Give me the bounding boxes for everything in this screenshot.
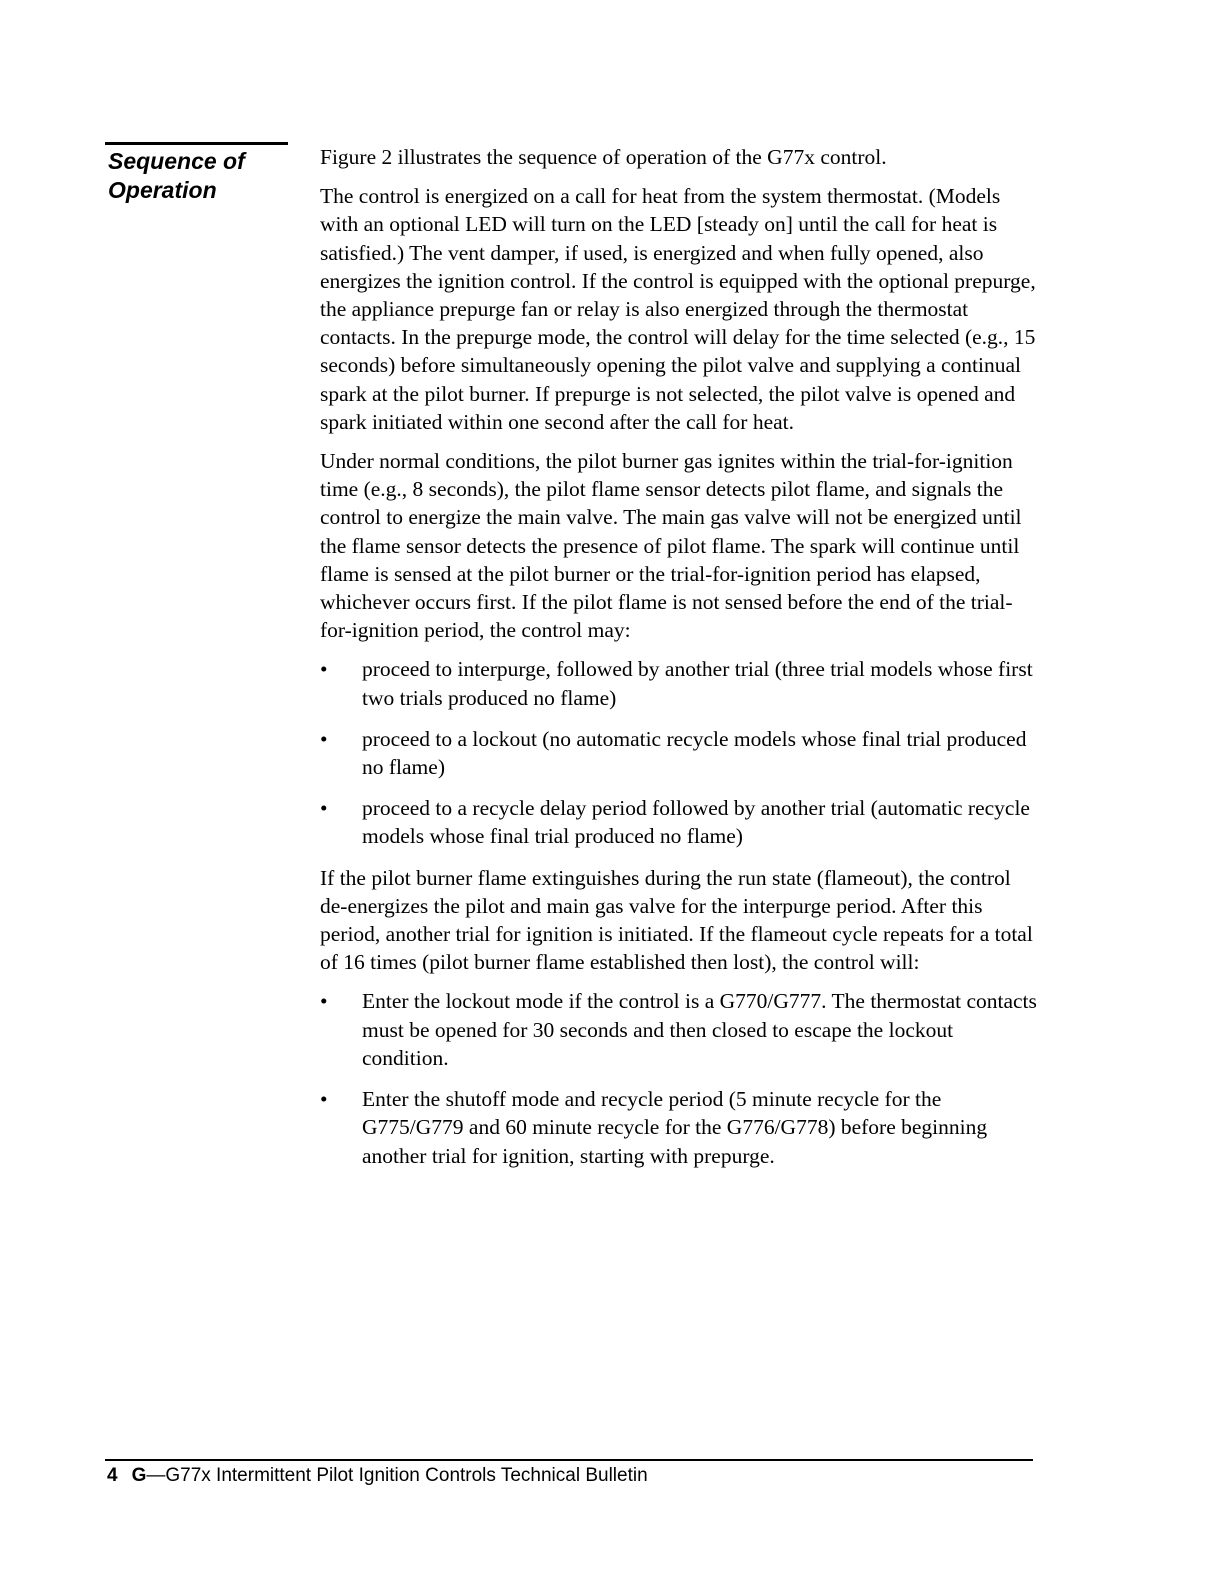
section-heading-line2: Operation [108,177,217,203]
list-item [320,655,1040,711]
page-footer [107,1464,648,1488]
list-item [320,1085,1040,1170]
bullet-icon: • [320,989,328,1014]
list-item-text: proceed to a lockout (no automatic recycle models whose final trial produced no flame) [362,726,1027,780]
section-heading [108,147,298,205]
bullet-icon: • [320,1087,328,1112]
list-item-text: Enter the lockout mode if the control is a G770/G777. The thermostat contacts must be opened for 30 seconds and then closed to escape the lockout condition. [362,989,1037,1070]
bullet-icon: • [320,657,328,682]
section-heading-line1: Sequence of [108,148,245,174]
sidebar-rule [105,142,288,145]
list-item [320,725,1040,781]
flameout-paragraph: If the pilot burner flame extinguishes during the run state (flameout), the control de-energizes the pilot and main gas valve for the interpurge period. After this period, another trial for ignition is initiated. If the flameout cycle repeats for a total of 16 times (pilot burner flame established then lost), the control will: [320,865,1033,975]
energize-paragraph: The control is energized on a call for heat from the system thermostat. (Models with an optional LED will turn on the LED [steady on] until the call for heat is satisfied.) The vent damper, if used, is energized and when fully opened, also energizes the ignition control. If the control is equipped with the optional prepurge, the appliance prepurge fan or relay is also energized through the thermostat contacts. In the prepurge mode, the control will delay for the time selected (e.g., 15 seconds) before simultaneously opening the pilot valve and supplying a continual spark at the pilot burner. If prepurge is not selected, the pilot valve is opened and spark initiated within one second after the call for heat. [320,184,1036,434]
normal-conditions-paragraph: Under normal conditions, the pilot burner gas ignites within the trial-for-ignition time (e.g., 8 seconds), the pilot flame sensor detects pilot flame, and signals the control to energize the main valve. The main gas valve will not be energized until the flame sensor detects the presence of pilot flame. The spark will continue until flame is sensed at the pilot burner or the trial-for-ignition period has elapsed, whichever occurs first. If the pilot flame is not sensed before the end of the trial-for-ignition period, the control may: [320,449,1022,643]
footer-brand: G [131,1465,147,1486]
failed-ignition-list [320,655,1040,850]
bullet-icon: • [320,796,328,821]
flameout-list [320,987,1040,1169]
list-item-text: proceed to a recycle delay period followed by another trial (automatic recycle models whose final trial produced no flame) [362,796,1030,849]
bullet-icon: • [320,726,328,751]
footer-title: —G77x Intermittent Pilot Ignition Controls Technical Bulletin [146,1465,648,1486]
footer-rule [105,1459,1033,1461]
main-content [320,143,1040,1183]
page-number: 4 [107,1465,118,1486]
list-item-text: proceed to interpurge, followed by another trial (three trial models whose first two trials produced no flame) [362,657,1033,710]
list-item [320,794,1040,850]
list-item-text: Enter the shutoff mode and recycle period (5 minute recycle for the G775/G779 and 60 minute recycle for the G776/G778) before beginning another trial for ignition, starting with prepurge. [362,1087,988,1168]
intro-paragraph: Figure 2 illustrates the sequence of operation of the G77x control. [320,145,887,169]
list-item [320,987,1040,1072]
